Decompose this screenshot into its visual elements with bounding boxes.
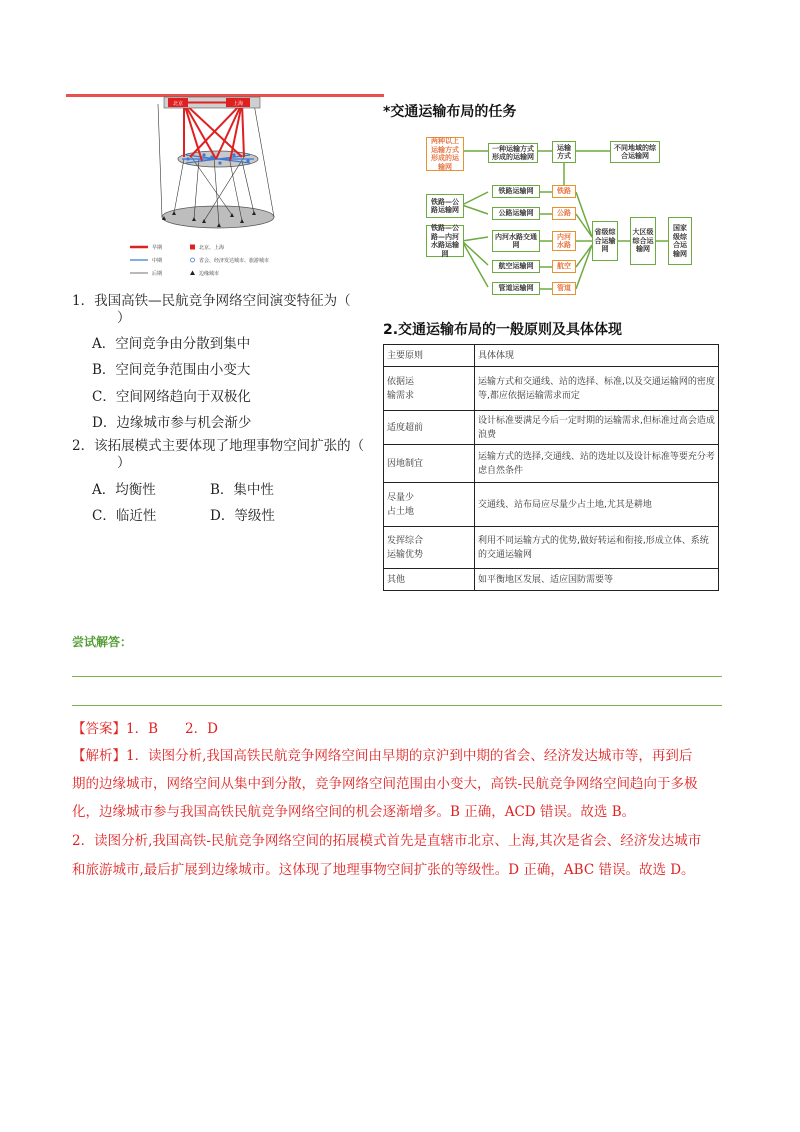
question-1-stem-end: ） <box>117 310 131 326</box>
table-row <box>384 527 719 569</box>
table-row <box>384 445 719 483</box>
flow-box-pipeline-network: 管道运输网 <box>492 282 540 295</box>
q2-option-b[interactable]: B．集中性 <box>210 482 274 498</box>
flow-level-provincial: 省级综合运输网 <box>592 221 618 261</box>
flow-box-rail-network: 铁路运输网 <box>492 185 540 198</box>
table-row <box>384 367 719 411</box>
answer-line[interactable] <box>72 676 722 677</box>
q2-option-c[interactable]: C．临近性 <box>92 508 157 524</box>
legend-late-cities: 边缘城市 <box>199 271 220 277</box>
try-answer-label: 尝试解答： <box>72 635 133 649</box>
flow-mode-air: 航空 <box>552 260 576 273</box>
table-row <box>384 483 719 527</box>
flow-box-regional-network: 不同地域的综合运输网 <box>610 141 660 163</box>
legend-early-cities: 北京、上海 <box>199 245 225 251</box>
principle-cell: 其他 <box>384 569 475 591</box>
q2-option-d[interactable]: D．等级性 <box>210 508 275 524</box>
q1-option-c[interactable]: C．空间网络趋向于双极化 <box>92 389 251 405</box>
flow-box-multi-mode: 两种以上运输方式形成的运输网 <box>426 137 464 171</box>
legend-mid: 中期 <box>152 258 163 264</box>
principle-cell: 发挥综合 运输优势 <box>384 527 475 569</box>
legend-late: 后期 <box>152 271 163 277</box>
flow-box-road-network: 公路运输网 <box>492 207 540 220</box>
table-header-cell: 主要原则 <box>384 345 475 367</box>
network-diagram <box>124 95 304 285</box>
principle-cell: 适度超前 <box>384 411 475 445</box>
flow-mode-rail: 铁路 <box>552 185 576 198</box>
flow-level-national: 国家级综合运输网 <box>668 217 692 265</box>
detail-cell: 如平衡地区发展、适应国防需要等 <box>475 569 719 591</box>
network-figure <box>124 95 304 285</box>
flow-box-rail-road-water: 铁路—公路—内河水路运输网 <box>426 225 464 257</box>
answer-key: 【答案】1．B 2．D <box>72 721 218 737</box>
transport-flow-diagram <box>426 137 692 299</box>
detail-cell: 运输方式的选择,交通线、站的选址以及设计标准等要充分考虑自然条件 <box>475 445 719 483</box>
detail-cell: 设计标准要满足今后一定时期的运输需求,但标准过高会造成浪费 <box>475 411 719 445</box>
flow-box-air-network: 航空运输网 <box>492 260 540 273</box>
flow-level-region: 大区级综合运输网 <box>630 217 656 265</box>
legend-mid-cities: 省会、经济发达城市、旅游城市 <box>199 258 270 264</box>
flow-box-water-network: 内河水路交通网 <box>492 230 540 252</box>
principle-cell: 尽量少 占土地 <box>384 483 475 527</box>
flow-mode-pipeline: 管道 <box>552 282 576 295</box>
q1-option-b[interactable]: B．空间竞争范围由小变大 <box>92 362 251 378</box>
table-header-row <box>384 345 719 367</box>
q2-option-a[interactable]: A．均衡性 <box>92 482 156 498</box>
analysis-line: 化，边缘城市参与我国高铁民航竞争网络空间的机会逐渐增多。B 正确，ACD 错误。故选 B。 <box>72 804 636 820</box>
table-row <box>384 569 719 591</box>
table-header-cell: 具体体现 <box>475 345 719 367</box>
question-2-stem-end: ） <box>117 455 131 471</box>
flow-mode-water: 内河水路 <box>552 231 576 251</box>
table-row <box>384 411 719 445</box>
analysis-line: 2．读图分析,我国高铁-民航竞争网络空间的拓展模式首先是直辖市北京、上海,其次是省会、经济发达城市 <box>72 833 702 849</box>
beijing-label: 北京 <box>172 101 184 107</box>
flow-box-single-mode: 一种运输方式形成的运输网 <box>488 143 538 163</box>
question-2-stem: 2．该拓展模式主要体现了地理事物空间扩张的（ <box>72 438 365 454</box>
flow-box-transport-mode: 运输方式 <box>552 141 576 163</box>
detail-cell: 交通线、站布局应尽量少占土地,尤其是耕地 <box>475 483 719 527</box>
analysis-line: 【解析】1．读图分析,我国高铁民航竞争网络空间由早期的京沪到中期的省会、经济发达城市等，再到后 <box>72 748 693 764</box>
legend-early: 早期 <box>152 245 163 251</box>
flow-mode-road: 公路 <box>552 207 576 220</box>
principle-cell: 因地制宜 <box>384 445 475 483</box>
analysis-line: 和旅游城市,最后扩展到边缘城市。这体现了地理事物空间扩张的等级性。D 正确，ABC 错误。故选 D。 <box>72 862 695 878</box>
q1-option-d[interactable]: D．边缘城市参与机会渐少 <box>92 415 252 431</box>
flow-box-rail-road: 铁路—公路运输网 <box>426 194 464 218</box>
shanghai-label: 上海 <box>232 101 244 107</box>
principles-table <box>383 344 719 591</box>
section2-title: 2.交通运输布局的一般原则及具体体现 <box>383 322 623 338</box>
q1-option-a[interactable]: A．空间竞争由分散到集中 <box>92 336 251 352</box>
section1-title: *交通运输布局的任务 <box>383 104 517 120</box>
answer-line[interactable] <box>72 705 722 706</box>
detail-cell: 运输方式和交通线、站的选择、标准,以及交通运输网的密度等,都应依据运输需求而定 <box>475 367 719 411</box>
analysis-line: 期的边缘城市，网络空间从集中到分散，竞争网络空间范围由小变大，高铁-民航竞争网络空间趋向于多极 <box>72 776 698 792</box>
principle-cell: 依据运 输需求 <box>384 367 475 411</box>
question-1-stem: 1．我国高铁—民航竞争网络空间演变特征为（ <box>72 293 351 309</box>
detail-cell: 利用不同运输方式的优势,做好转运和衔接,形成立体、系统的交通运输网 <box>475 527 719 569</box>
